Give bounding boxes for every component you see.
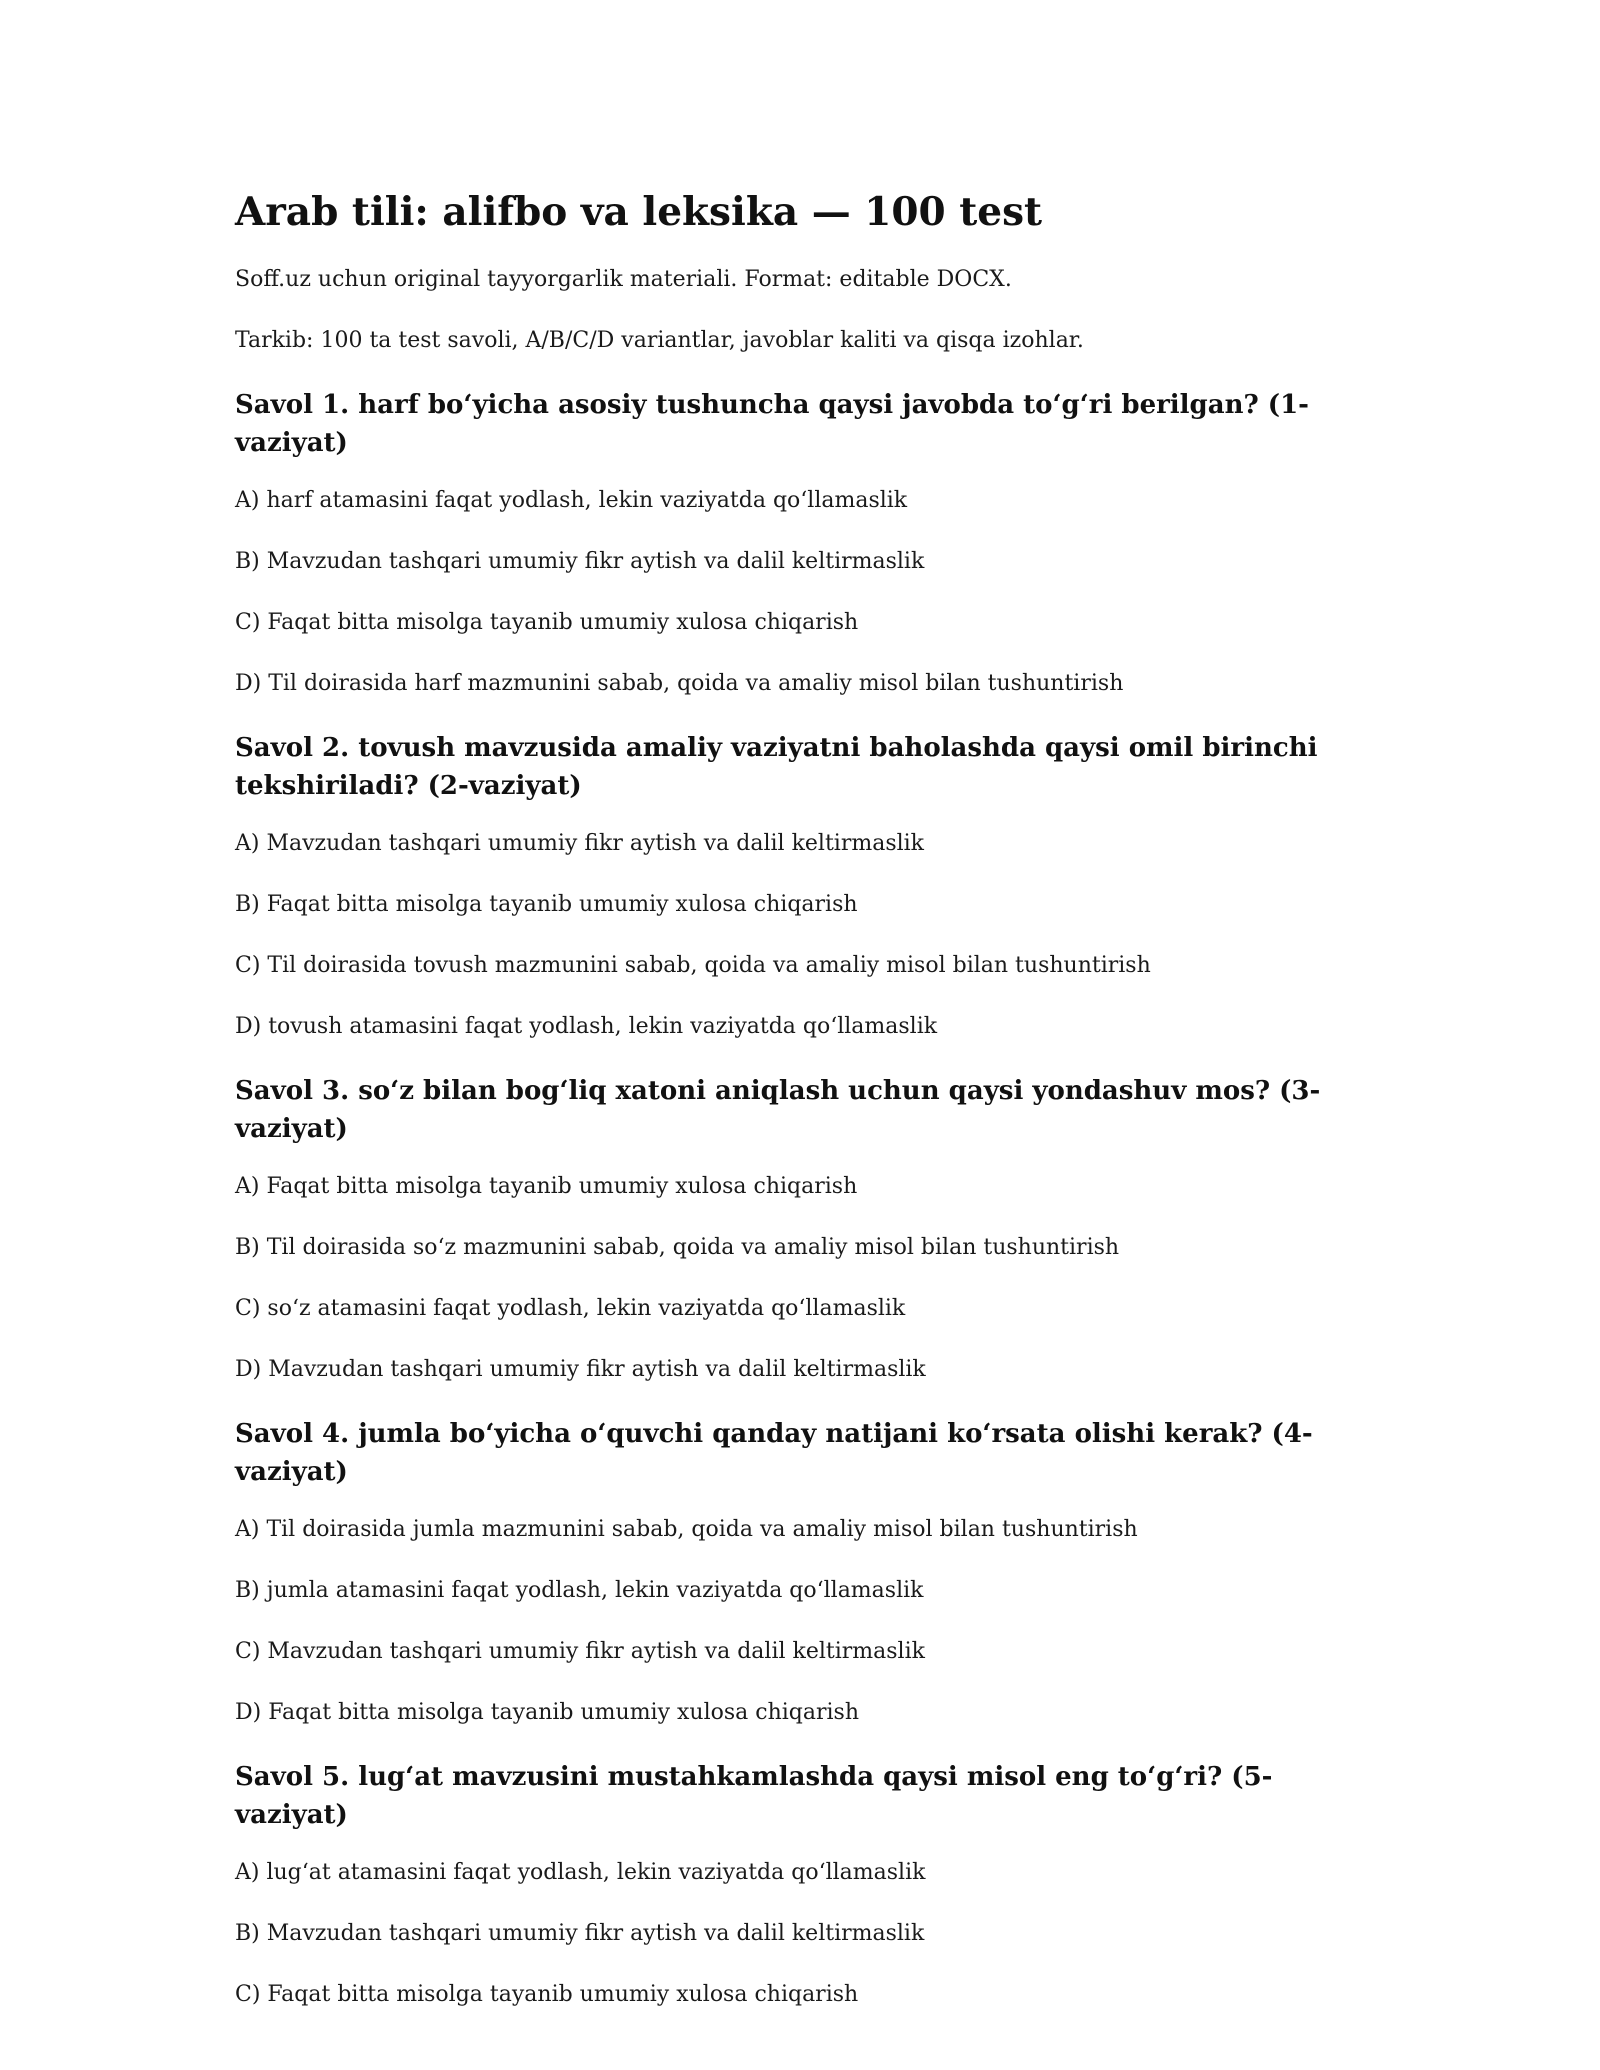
answer-option: D) Faqat bitta misolga tayanib umumiy xulosa chiqarish	[235, 1700, 860, 1725]
answer-option: C) so‘z atamasini faqat yodlash, lekin vaziyatda qo‘llamaslik	[235, 1296, 906, 1321]
answer-option: C) Mavzudan tashqari umumiy fikr aytish va dalil keltirmaslik	[235, 1639, 925, 1664]
answer-option: B) jumla atamasini faqat yodlash, lekin vaziyatda qo‘llamaslik	[235, 1578, 924, 1603]
question-block	[235, 1758, 1365, 2011]
intro-paragraph: Soff.uz uchun original tayyorgarlik materiali. Format: editable DOCX.	[235, 267, 1012, 292]
answer-option: C) Faqat bitta misolga tayanib umumiy xulosa chiqarish	[235, 610, 859, 635]
document-title: Arab tili: alifbo va leksika — 100 test	[235, 189, 1043, 235]
answer-option: B) Mavzudan tashqari umumiy fikr aytish va dalil keltirmaslik	[235, 549, 925, 574]
question-block	[235, 386, 1365, 700]
answer-option: D) Mavzudan tashqari umumiy fikr aytish va dalil keltirmaslik	[235, 1357, 926, 1382]
answer-option: A) harf atamasini faqat yodlash, lekin vaziyatda qo‘llamaslik	[235, 488, 908, 513]
answer-option: A) Mavzudan tashqari umumiy fikr aytish va dalil keltirmaslik	[235, 831, 925, 856]
answer-option: A) Til doirasida jumla mazmunini sabab, qoida va amaliy misol bilan tushuntirish	[235, 1517, 1138, 1542]
question-text: Savol 5. lug‘at mavzusini mustahkamlashda qaysi misol eng to‘g‘ri? (5-vaziyat)	[235, 1762, 1273, 1830]
question-block	[235, 729, 1365, 1043]
answer-option: D) tovush atamasini faqat yodlash, lekin vaziyatda qo‘llamaslik	[235, 1014, 938, 1039]
question-block	[235, 1415, 1365, 1729]
answer-option: C) Til doirasida tovush mazmunini sabab, qoida va amaliy misol bilan tushuntirish	[235, 953, 1151, 978]
document-page	[235, 186, 1365, 2040]
question-text: Savol 3. so‘z bilan bog‘liq xatoni aniqlash uchun qaysi yondashuv mos? (3-vaziyat)	[235, 1076, 1321, 1144]
answer-option: A) lug‘at atamasini faqat yodlash, lekin vaziyatda qo‘llamaslik	[235, 1860, 926, 1885]
intro-paragraph: Tarkib: 100 ta test savoli, A/B/C/D variantlar, javoblar kaliti va qisqa izohlar.	[235, 328, 1084, 353]
answer-option: B) Faqat bitta misolga tayanib umumiy xulosa chiqarish	[235, 892, 858, 917]
answer-option: B) Mavzudan tashqari umumiy fikr aytish va dalil keltirmaslik	[235, 1921, 925, 1946]
question-text: Savol 1. harf bo‘yicha asosiy tushuncha qaysi javobda to‘g‘ri berilgan? (1-vaziyat)	[235, 390, 1309, 458]
question-block	[235, 1072, 1365, 1386]
question-text: Savol 2. tovush mavzusida amaliy vaziyatni baholashda qaysi omil birinchi tekshiriladi? (2-vaziyat)	[235, 733, 1318, 801]
answer-option: B) Til doirasida so‘z mazmunini sabab, qoida va amaliy misol bilan tushuntirish	[235, 1235, 1120, 1260]
answer-option: A) Faqat bitta misolga tayanib umumiy xulosa chiqarish	[235, 1174, 858, 1199]
answer-option: C) Faqat bitta misolga tayanib umumiy xulosa chiqarish	[235, 1982, 859, 2007]
answer-option: D) Til doirasida harf mazmunini sabab, qoida va amaliy misol bilan tushuntirish	[235, 671, 1124, 696]
question-text: Savol 4. jumla bo‘yicha o‘quvchi qanday natijani ko‘rsata olishi kerak? (4-vaziyat)	[235, 1419, 1313, 1487]
